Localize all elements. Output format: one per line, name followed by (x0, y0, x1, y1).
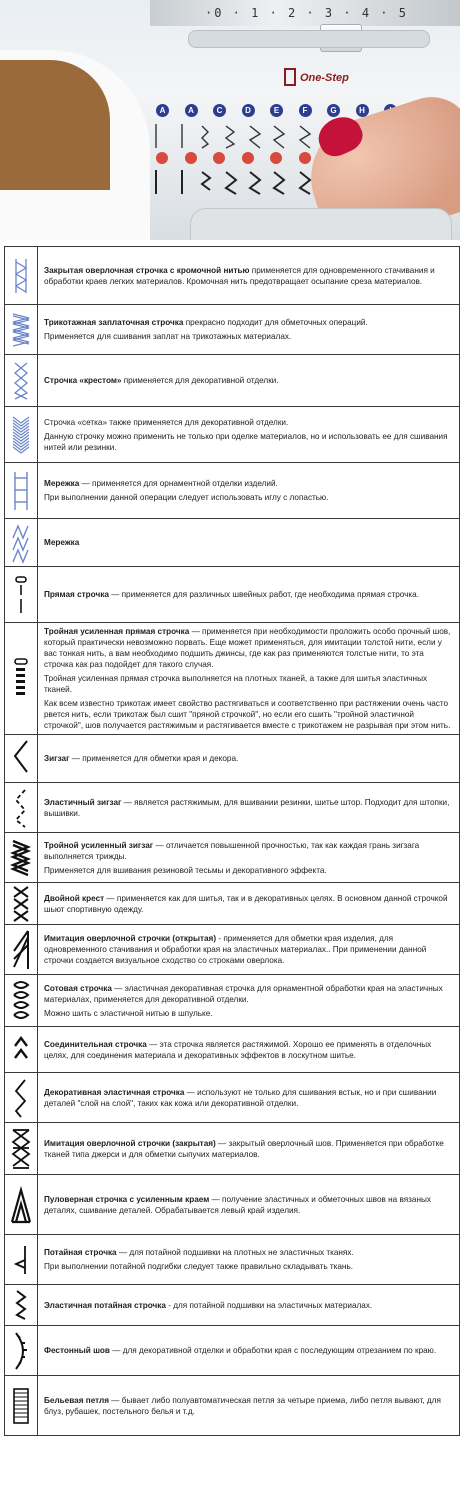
description-line (44, 1300, 455, 1311)
stitch-table (4, 246, 460, 1436)
description-line (44, 1087, 455, 1109)
stitch-text: — используют не только для сшивания встык, но и при сшивании деталей "слой на слой", таких как кожа или декоративной отделки. (44, 1087, 437, 1108)
hemstitch-icon (5, 463, 38, 519)
stitch-description (38, 355, 460, 407)
stitch-description (38, 1027, 460, 1073)
stitch-row (5, 623, 460, 735)
stitch-extra-text: Применяется для сшивания заплат на трикотажных материалах. (44, 332, 292, 341)
stitch-row (5, 1376, 460, 1436)
stitch-description (38, 883, 460, 925)
stitch-description (38, 247, 460, 305)
stitch-description (38, 1175, 460, 1235)
stitch-row (5, 1175, 460, 1235)
mesh-stitch-icon (5, 407, 38, 463)
stitch-row (5, 1027, 460, 1073)
machine-bed (190, 208, 452, 240)
stitch-letter-badge: C (213, 104, 226, 117)
stitch-description (38, 1285, 460, 1326)
stitch-row (5, 463, 460, 519)
stitch-description (38, 567, 460, 623)
stitch-row (5, 975, 460, 1027)
cross-stitch-icon (5, 355, 38, 407)
stitch-row (5, 305, 460, 355)
description-line (44, 1039, 455, 1061)
stitch-letter-badge: E (270, 104, 283, 117)
stitch-row (5, 407, 460, 463)
stitch-text: прекрасно подходит для обметочных операций. (183, 318, 368, 327)
stitch-name: Имитация оверлочной строчки (открытая) (44, 934, 217, 943)
stitch-row (5, 519, 460, 567)
stitch-letter-badge: A (185, 104, 198, 117)
dial-slot (188, 30, 430, 48)
stitch-extra-text: Можно шить с эластичной нитью в шпульке. (44, 1008, 213, 1018)
stitch-dot (156, 152, 168, 164)
description-line (44, 1194, 455, 1216)
stitch-extra-text: Как всем известно трикотаж имеет свойство растягиваться и соответственно при растяжении очень часто рвется нить, если трикотаж был сшит "пряной строчкой", но если его сшить "тройной эластичной строчкой", шов получается растяжимым и растягивается вместе с трикотажем не разрывая при этом нить. (44, 699, 451, 730)
stitch-text: — для потайной подшивки на плотных не эластичных тканях. (116, 1248, 354, 1257)
description-line (44, 265, 455, 287)
stitch-text: - для потайной подшивки на эластичных материалах. (165, 1300, 373, 1310)
stitch-name: Эластичная потайная строчка (44, 1300, 166, 1310)
stitch-description (38, 407, 460, 463)
stitch-text: — является растяжимым, для вшивании резинки, шитье штор. Подходит для штопки, вышивки. (44, 797, 450, 818)
stitch-name: Сотовая строчка (44, 983, 112, 993)
description-line (44, 840, 455, 862)
open-overlock-icon (5, 925, 38, 975)
overlock-edge-icon (5, 247, 38, 305)
knit-patch-icon (5, 305, 38, 355)
stitch-dot (242, 152, 254, 164)
stitch-dot (185, 152, 197, 164)
sewing-machine-photo (0, 0, 460, 240)
stitch-text: — эластичная декоративная строчка для орнаментной обработки края на эластичных материалах, применяется для декоративной отделки. (44, 983, 443, 1004)
stitch-description (38, 1123, 460, 1175)
description-line (44, 933, 455, 966)
stitch-text: применяется для одновременного стачивания и обработки краев легких материалов. Кромочная нить предотвращает осыпание среза материалов. (44, 265, 435, 286)
stitch-description (38, 925, 460, 975)
stitch-letter-badge: H (356, 104, 369, 117)
brand-icon (284, 68, 296, 86)
scallop-icon (5, 1326, 38, 1376)
stitch-text: — бывает либо полуавтоматическая петля за четыре приема, либо петля вывают, для блуз, рубашек, постельного белья и т.д. (44, 1395, 441, 1416)
stitch-row (5, 1073, 460, 1123)
stitch-text: — применяется как для шитья, так и в декоративных целях. В основном данной строчкой шьют спортивную одежду. (44, 893, 448, 914)
stitch-description (38, 1073, 460, 1123)
straight-stitch-icon (5, 567, 38, 623)
stitch-dot (213, 152, 225, 164)
description-line (44, 1138, 455, 1160)
stitch-row (5, 567, 460, 623)
stitch-description (38, 1235, 460, 1285)
stitch-row (5, 1285, 460, 1326)
description-line (44, 626, 455, 670)
brand-text: One-Step (300, 72, 349, 84)
stitch-extra-text: При выполнении потайной подгибки следует также правильно складывать ткань. (44, 1262, 353, 1271)
stitch-row (5, 1235, 460, 1285)
description-line (44, 983, 455, 1005)
pullover-stitch-icon (5, 1175, 38, 1235)
stitch-text: — закрытый оверлочный шов. Применяется при обработке тканей типа джерси и для обметки сыпучих материалов. (44, 1138, 444, 1159)
stitch-text: — эта строчка является растяжимой. Хорошо ее применять в отделочных целях, для соединения материала и декоративных эффектов в лоскутном шитье. (44, 1039, 432, 1060)
stitch-description (38, 623, 460, 735)
buttonhole-icon (5, 1376, 38, 1436)
description-line (44, 375, 455, 386)
stitch-name: Мережка (44, 479, 80, 488)
description-line (44, 537, 455, 548)
stitch-dot (299, 152, 311, 164)
stitch-description (38, 1376, 460, 1436)
triple-straight-icon (5, 623, 38, 735)
stitch-row (5, 735, 460, 783)
stitch-row (5, 355, 460, 407)
description-line (44, 1395, 455, 1417)
stitch-row (5, 783, 460, 833)
stitch-letter-badge: D (242, 104, 255, 117)
stitch-row (5, 883, 460, 925)
description-line (44, 893, 455, 915)
description-line (44, 1345, 455, 1356)
elastic-blind-hem-icon (5, 1285, 38, 1326)
stitch-row (5, 247, 460, 305)
stitch-description (38, 305, 460, 355)
stitch-description (38, 1326, 460, 1376)
description-line (44, 317, 455, 328)
brown-panel (0, 60, 110, 190)
stitch-name: Пуловерная строчка с усиленным краем (44, 1194, 210, 1204)
stitch-letter-badge: F (299, 104, 312, 117)
stitch-description (38, 463, 460, 519)
description-line (44, 753, 455, 764)
stitch-name: Имитация оверлочной строчки (закрытая) (44, 1138, 216, 1148)
stitch-name: Тройной усиленный зигзаг (44, 840, 154, 850)
stitch-text: применяется для декоративной отделки. (121, 376, 279, 385)
description-line (44, 797, 455, 819)
description-line (44, 417, 455, 428)
stitch-row (5, 833, 460, 883)
stitch-text: — получение эластичных и обметочных швов на вязаных деталях, сшивание деталей. Обрабатывается левый край изделия. (44, 1194, 431, 1215)
stitch-letter-badge: A (156, 104, 169, 117)
closed-overlock-icon (5, 1123, 38, 1175)
stitch-name: Бельевая петля (44, 1395, 110, 1405)
stitch-description (38, 975, 460, 1027)
stitch-row (5, 925, 460, 975)
stitch-text: — применяется при необходимости проложить особо прочный шов, который практически невозможно порвать. Еще может применяться, для имитации толстой нити, если у вас тонкая нить, а вам необходимо подшить джинсы, где как раз применяются толстые нити, то эта строчка как раз подойдет для такого случая. (44, 627, 451, 669)
hemstitch-zigzag-icon (5, 519, 38, 567)
stitch-row (5, 1123, 460, 1175)
dial-scale: ·0 · 1 · 2 · 3 · 4 · 5 (205, 6, 408, 20)
stitch-name: Трикотажная заплаточная строчка (44, 318, 184, 327)
brand-logo (284, 64, 348, 94)
description-line (44, 1247, 455, 1258)
decor-elastic-icon (5, 1073, 38, 1123)
stitch-name: Строчка «крестом» (44, 376, 122, 385)
joining-stitch-icon (5, 1027, 38, 1073)
stitch-name: Потайная строчка (44, 1248, 117, 1257)
stitch-description (38, 519, 460, 567)
stitch-dot (270, 152, 282, 164)
stitch-name: Зигзаг (44, 754, 70, 763)
stitch-description (38, 735, 460, 783)
stitch-name: Прямая строчка (44, 590, 109, 599)
stitch-description (38, 833, 460, 883)
elastic-zigzag-icon (5, 783, 38, 833)
description-line (44, 589, 455, 600)
stitch-letter-badge: G (327, 104, 340, 117)
stitch-description (38, 783, 460, 833)
stitch-name: Эластичный зигзаг (44, 797, 122, 807)
stitch-extra-text: При выполнении данной операции следует использовать иглу с лопастью. (44, 493, 329, 502)
zigzag-icon (5, 735, 38, 783)
stitch-extra-text: Данную строчку можно применить не только при оделке материалов, но и использовать ее для сшивания нитей или резинки. (44, 431, 448, 452)
stitch-name: Фестонный шов (44, 1346, 110, 1355)
stitch-text: Строчка «сетка» также применяется для декоративной отделки. (44, 417, 289, 427)
stitch-name: Декоративная эластичная строчка (44, 1087, 185, 1097)
stitch-name: Двойной крест (44, 893, 105, 903)
description-line (44, 478, 455, 489)
blind-hem-icon (5, 1235, 38, 1285)
double-cross-icon (5, 883, 38, 925)
stitch-text: — применяется для обметки края и декора. (69, 754, 239, 763)
stitch-extra-text: Тройная усиленная прямая строчка выполняется на плотных тканей, а также для шитья эластичных тканей. (44, 674, 428, 694)
stitch-text: — применяется для орнаментной отделки изделий. (79, 479, 278, 488)
stitch-text: - применяется для обметки края изделия, для одновременного стачивания и обработки края на эластичных материалах.. При применении данной строчки создается визуальное сходство со строками оверлока. (44, 934, 427, 965)
stitch-name: Соединительная строчка (44, 1039, 147, 1049)
stitch-extra-text: Применяется для вшивания резиновой тесьмы и декоративного эффекта. (44, 865, 327, 875)
stitch-text: — для декоративной отделки и обработки края с последующим отрезанием по краю. (109, 1346, 437, 1355)
stitch-name: Мережка (44, 538, 80, 547)
honeycomb-icon (5, 975, 38, 1027)
stitch-name: Тройная усиленная прямая строчка (44, 627, 190, 636)
stitch-text: — применяется для различных швейных работ, где необходима прямая строчка. (108, 590, 419, 599)
stitch-text: — отличается повышенной прочностью, так как каждая грань зигзага выполняется трижды. (44, 840, 420, 861)
stitch-row (5, 1326, 460, 1376)
triple-zigzag-icon (5, 833, 38, 883)
stitch-name: Закрытая оверлочная строчка с кромочной нитью (44, 265, 250, 275)
